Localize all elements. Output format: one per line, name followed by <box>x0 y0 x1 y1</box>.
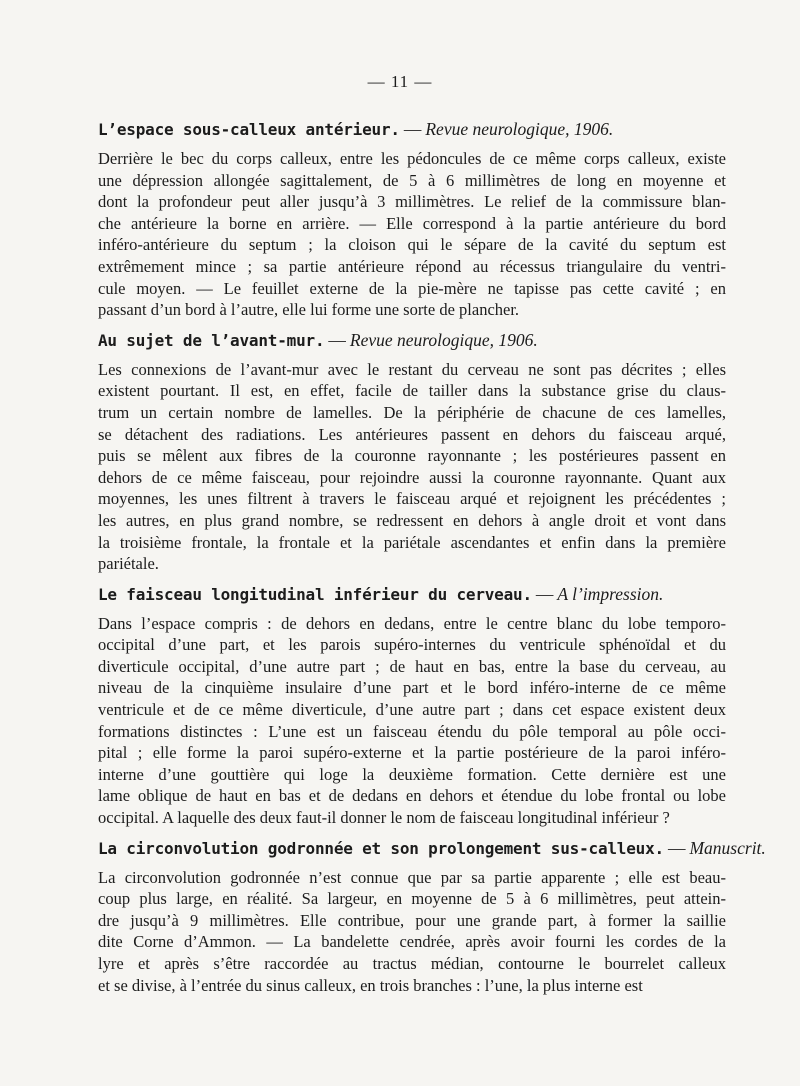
text-line: la troisième frontale, la frontale et la pariétale ascendantes et enfin dans la première <box>98 532 726 552</box>
text-line: moyennes, les unes filtrent à travers le faisceau arqué et rejoignent les précédentes ; <box>98 489 726 509</box>
section-source: A l’impression. <box>557 583 664 604</box>
text-line: existent pourtant. Il est, en effet, facile de tailler dans la substance grise du claus- <box>98 381 726 401</box>
text-line: inféro-antérieure du septum ; la cloison qui le sépare de la cavité du septum est <box>98 235 726 255</box>
text-line: niveau de la cinquième insulaire d’une part et le bord inféro-interne de ce même <box>98 678 726 698</box>
text-line: dite Corne d’Ammon. — La bandelette cendrée, après avoir fourni les cordes de la <box>98 932 726 952</box>
text-line: passant d’un bord à l’autre, elle lui forme une sorte de plancher. <box>98 300 520 320</box>
text-line: dehors de ce même faisceau, pour rejoindre aussi la couronne rayonnante. Quant aux <box>98 467 726 487</box>
page-number: — 11 — <box>367 72 433 91</box>
text-line: interne d’une gouttière qui loge la deuxième formation. Cette dernière est une <box>98 764 726 784</box>
text-line: ventricule et de ce même diverticule, d’une autre part ; dans cet espace existent deux <box>98 700 726 720</box>
text-line: formations distinctes : L’une est un faisceau étendu du pôle temporal au pôle occi- <box>98 721 726 741</box>
text-line: dre jusqu’à 9 millimètres. Elle contribue, pour une grande part, à former la saillie <box>98 910 726 930</box>
text-line: puis se mêlent aux fibres de la couronne rayonnante ; les postérieures passent en <box>98 446 726 466</box>
text-line: occipital d’une part, et les parois supéro-internes du ventricule sphénoïdal et du <box>98 635 726 655</box>
section-title: Le faisceau longitudinal inférieur du cerveau. <box>98 584 532 604</box>
section-paragraph <box>98 359 726 575</box>
section-paragraph <box>98 867 726 997</box>
text-line: Dans l’espace compris : de dehors en dedans, entre le centre blanc du lobe temporo- <box>98 613 726 633</box>
section-title: Au sujet de l’avant-mur. <box>98 330 325 350</box>
text-line: Derrière le bec du corps calleux, entre les pédoncules de ce même corps calleux, existe <box>98 149 726 168</box>
section <box>98 582 726 829</box>
text-line: extrêmement mince ; sa partie antérieure répond au récessus triangulaire du ventri- <box>98 256 726 276</box>
section <box>98 328 726 575</box>
section-source: Manuscrit. <box>689 837 766 858</box>
section <box>98 117 726 321</box>
text-line: La circonvolution godronnée n’est connue que par sa partie apparente ; elle est beau- <box>98 867 726 887</box>
text-line: lyre et après s’être raccordée au tractus médian, contourne le bourrelet calleux <box>98 954 726 973</box>
section-paragraph <box>98 613 726 829</box>
text-line: diverticule occipital, d’une autre part ; de haut en bas, entre la base du cerveau, au <box>98 656 726 676</box>
text-line: cule moyen. — Le feuillet externe de la pie-mère ne tapisse pas cette cavité ; en <box>98 278 726 298</box>
section-dash: — <box>667 837 686 858</box>
text-line: et se divise, à l’entrée du sinus calleux, en trois branches : l’une, la plus interne est <box>98 975 643 995</box>
text-line: se détachent des radiations. Les antérieures passent en dehors du faisceau arqué, <box>98 424 726 444</box>
text-line: coup plus large, en réalité. Sa largeur, en moyenne de 5 à 6 millimètres, peut attein- <box>98 889 726 909</box>
text-line: occipital. A laquelle des deux faut-il donner le nom de faisceau longitudinal inférieur ? <box>98 808 670 828</box>
text-line: dont la profondeur peut aller jusqu’à 3 millimètres. Le relief de la commissure blan- <box>98 192 726 212</box>
section-dash: — <box>403 119 422 139</box>
text-line: che antérieure la borne en arrière. — Elle correspond à la partie antérieure du bord <box>98 213 726 233</box>
section-heading <box>98 117 726 142</box>
text-line: Les connexions de l’avant-mur avec le restant du cerveau ne sont pas décrites ; elles <box>98 359 726 379</box>
section-dash: — <box>535 583 554 604</box>
section <box>98 836 766 997</box>
document-body <box>98 117 766 1003</box>
section-title: La circonvolution godronnée et son prolongement sus-calleux. <box>98 838 664 858</box>
text-line: trum un certain nombre de lamelles. De la périphérie de chacune de ces lamelles, <box>98 402 726 422</box>
text-line: pariétale. <box>98 554 159 574</box>
section-heading <box>98 836 766 861</box>
text-line: pital ; elle forme la paroi supéro-externe et la partie postérieure de la paroi inféro- <box>98 743 726 763</box>
text-line: les autres, en plus grand nombre, se redressent en dehors à angle droit et vont dans <box>98 510 726 530</box>
text-line: une dépression allongée sagittalement, de 5 à 6 millimètres de long en moyenne et <box>98 170 726 190</box>
section-heading <box>98 582 726 607</box>
section-dash: — <box>328 329 346 350</box>
section-source: Revue neurologique, 1906. <box>425 119 614 139</box>
text-line: lame oblique de haut en bas et de dedans en dehors et étendue du lobe frontal ou lobe <box>98 786 726 806</box>
section-title: L’espace sous-calleux antérieur. <box>98 120 400 139</box>
section-source: Revue neurologique, 1906. <box>349 329 538 350</box>
section-heading <box>98 328 726 353</box>
section-paragraph <box>98 148 726 321</box>
